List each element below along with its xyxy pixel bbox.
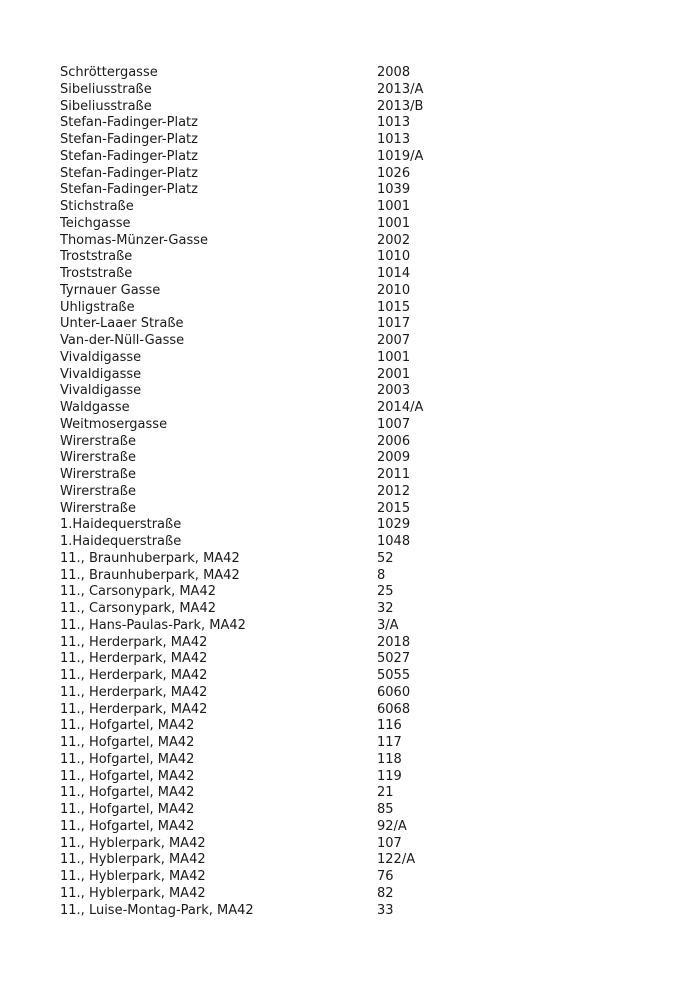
list-item: [60, 752, 660, 769]
house-number: 32: [377, 601, 394, 616]
street-name: 11., Herderpark, MA42: [60, 634, 208, 650]
list-item: [60, 785, 660, 802]
street-name: Vivaldigasse: [60, 349, 142, 365]
house-number: 1014: [377, 266, 411, 281]
house-number: 2011: [377, 467, 411, 482]
street-name: 11., Hofgartel, MA42: [60, 785, 195, 801]
list-item: [60, 434, 660, 451]
street-name: Uhligstraße: [60, 299, 135, 315]
street-name: Vivaldigasse: [60, 383, 142, 399]
street-name: Stefan-Fadinger-Platz: [60, 132, 198, 147]
list-item: [60, 551, 660, 568]
list-item: [60, 115, 660, 132]
house-number: 2013/A: [377, 81, 424, 97]
house-number: 2013/B: [377, 98, 424, 114]
list-item: [60, 166, 660, 183]
street-name: Thomas-Münzer-Gasse: [60, 232, 209, 248]
house-number: 1026: [377, 165, 411, 181]
list-item: [60, 82, 660, 99]
street-name: 11., Braunhuberpark, MA42: [60, 567, 240, 583]
street-name: Stefan-Fadinger-Platz: [60, 148, 198, 164]
house-number: 2012: [377, 483, 411, 499]
house-number: 1048: [377, 534, 411, 549]
street-name: 1.Haidequerstraße: [60, 517, 182, 533]
list-item: [60, 333, 660, 350]
house-number: 52: [377, 550, 394, 566]
house-number: 2018: [377, 634, 411, 650]
list-item: [60, 383, 660, 400]
list-item: [60, 735, 660, 752]
list-item: [60, 601, 660, 618]
street-name: 11., Hyblerpark, MA42: [60, 835, 206, 851]
house-number: 1001: [377, 215, 411, 231]
list-item: [60, 367, 660, 384]
list-item: [60, 903, 660, 920]
house-number: 2001: [377, 366, 411, 382]
list-item: [60, 517, 660, 534]
house-number: 107: [377, 835, 402, 851]
house-number: 25: [377, 584, 394, 600]
house-number: 122/A: [377, 852, 416, 868]
street-name: Wirerstraße: [60, 500, 136, 516]
house-number: 21: [377, 785, 394, 801]
list-item: [60, 819, 660, 836]
list-item: [60, 233, 660, 250]
house-number: 1013: [377, 132, 411, 147]
house-number: 117: [377, 735, 402, 750]
house-number: 1010: [377, 249, 411, 265]
house-number: 1013: [377, 115, 411, 131]
list-item: [60, 668, 660, 685]
list-item: [60, 400, 660, 417]
list-item: [60, 534, 660, 551]
house-number: 118: [377, 751, 402, 767]
house-number: 2008: [377, 65, 411, 80]
list-item: [60, 182, 660, 199]
list-item: [60, 149, 660, 166]
house-number: 2007: [377, 333, 411, 348]
list-item: [60, 869, 660, 886]
street-name: Schröttergasse: [60, 65, 158, 80]
house-number: 8: [377, 567, 386, 583]
list-item: [60, 584, 660, 601]
street-name: 11., Hans-Paulas-Park, MA42: [60, 617, 246, 633]
street-name: Wirerstraße: [60, 433, 136, 449]
house-number: 1001: [377, 349, 411, 365]
street-name: Unter-Laaer Straße: [60, 316, 184, 332]
street-name: Sibeliusstraße: [60, 98, 152, 114]
house-number: 2006: [377, 433, 411, 449]
house-number: 1019/A: [377, 148, 424, 164]
house-number: 2010: [377, 282, 411, 298]
house-number: 1039: [377, 182, 411, 198]
house-number: 82: [377, 885, 394, 901]
list-item: [60, 484, 660, 501]
house-number: 1029: [377, 517, 411, 533]
list-item: [60, 568, 660, 585]
list-item: [60, 635, 660, 652]
list-item: [60, 132, 660, 149]
house-number: 76: [377, 869, 394, 884]
list-item: [60, 467, 660, 484]
street-name: Troststraße: [60, 266, 133, 281]
list-item: [60, 249, 660, 266]
list-item: [60, 886, 660, 903]
house-number: 85: [377, 802, 394, 817]
list-item: [60, 199, 660, 216]
street-name: Teichgasse: [60, 215, 131, 231]
street-name: 11., Luise-Montag-Park, MA42: [60, 902, 254, 918]
street-name: 11., Braunhuberpark, MA42: [60, 550, 240, 566]
street-name: 11., Hofgartel, MA42: [60, 735, 195, 750]
house-number: 2003: [377, 383, 411, 399]
list-item: [60, 852, 660, 869]
street-name: 11., Hofgartel, MA42: [60, 802, 195, 817]
street-name: Wirerstraße: [60, 450, 136, 466]
street-name: 11., Hofgartel, MA42: [60, 818, 195, 834]
list-item: [60, 836, 660, 853]
house-number: 5055: [377, 668, 411, 683]
list-item: [60, 702, 660, 719]
street-name: Troststraße: [60, 249, 133, 265]
list-item: [60, 802, 660, 819]
house-number: 1017: [377, 316, 411, 332]
street-name: Stefan-Fadinger-Platz: [60, 115, 198, 131]
street-name: Stefan-Fadinger-Platz: [60, 182, 198, 198]
house-number: 6060: [377, 684, 411, 700]
house-number: 2014/A: [377, 400, 424, 415]
list-item: [60, 769, 660, 786]
street-name: 11., Carsonypark, MA42: [60, 601, 216, 616]
list-item: [60, 316, 660, 333]
list-item: [60, 718, 660, 735]
street-name: Wirerstraße: [60, 467, 136, 482]
list-item: [60, 618, 660, 635]
street-name: Waldgasse: [60, 400, 130, 415]
list-item: [60, 417, 660, 434]
list-item: [60, 350, 660, 367]
street-name: Vivaldigasse: [60, 366, 142, 382]
list-item: [60, 65, 660, 82]
house-number: 1001: [377, 199, 411, 214]
street-name: Van-der-Nüll-Gasse: [60, 333, 185, 348]
street-name: Sibeliusstraße: [60, 81, 152, 97]
list-item: [60, 501, 660, 518]
street-name: 11., Herderpark, MA42: [60, 684, 208, 700]
street-name: 11., Hofgartel, MA42: [60, 718, 195, 734]
house-number: 2015: [377, 500, 411, 516]
list-item: [60, 300, 660, 317]
list-item: [60, 651, 660, 668]
street-name: 11., Herderpark, MA42: [60, 701, 208, 717]
list-item: [60, 99, 660, 116]
street-name: 11., Hyblerpark, MA42: [60, 852, 206, 868]
house-number: 6068: [377, 701, 411, 717]
list-item: [60, 450, 660, 467]
street-name: Weitmosergasse: [60, 416, 168, 432]
list-item: [60, 216, 660, 233]
house-number: 5027: [377, 651, 411, 667]
street-name: 11., Hyblerpark, MA42: [60, 869, 206, 884]
house-number: 116: [377, 718, 402, 734]
list-item: [60, 685, 660, 702]
house-number: 119: [377, 768, 402, 784]
house-number: 2009: [377, 450, 411, 466]
street-name: 1.Haidequerstraße: [60, 534, 182, 549]
house-number: 92/A: [377, 818, 407, 834]
street-name: Tyrnauer Gasse: [60, 282, 161, 298]
list-item: [60, 283, 660, 300]
house-number: 1015: [377, 299, 411, 315]
street-name: Wirerstraße: [60, 483, 136, 499]
house-number: 33: [377, 902, 394, 918]
list-item: [60, 266, 660, 283]
street-name: Stichstraße: [60, 199, 134, 214]
house-number: 1007: [377, 416, 411, 432]
street-name: 11., Herderpark, MA42: [60, 651, 208, 667]
house-number: 2002: [377, 232, 411, 248]
street-name: 11., Hofgartel, MA42: [60, 751, 195, 767]
house-number: 3/A: [377, 617, 399, 633]
street-name: 11., Hofgartel, MA42: [60, 768, 195, 784]
street-name: 11., Carsonypark, MA42: [60, 584, 216, 600]
street-name: 11., Hyblerpark, MA42: [60, 885, 206, 901]
street-name: 11., Herderpark, MA42: [60, 668, 208, 683]
street-name: Stefan-Fadinger-Platz: [60, 165, 198, 181]
address-list: [60, 65, 660, 919]
